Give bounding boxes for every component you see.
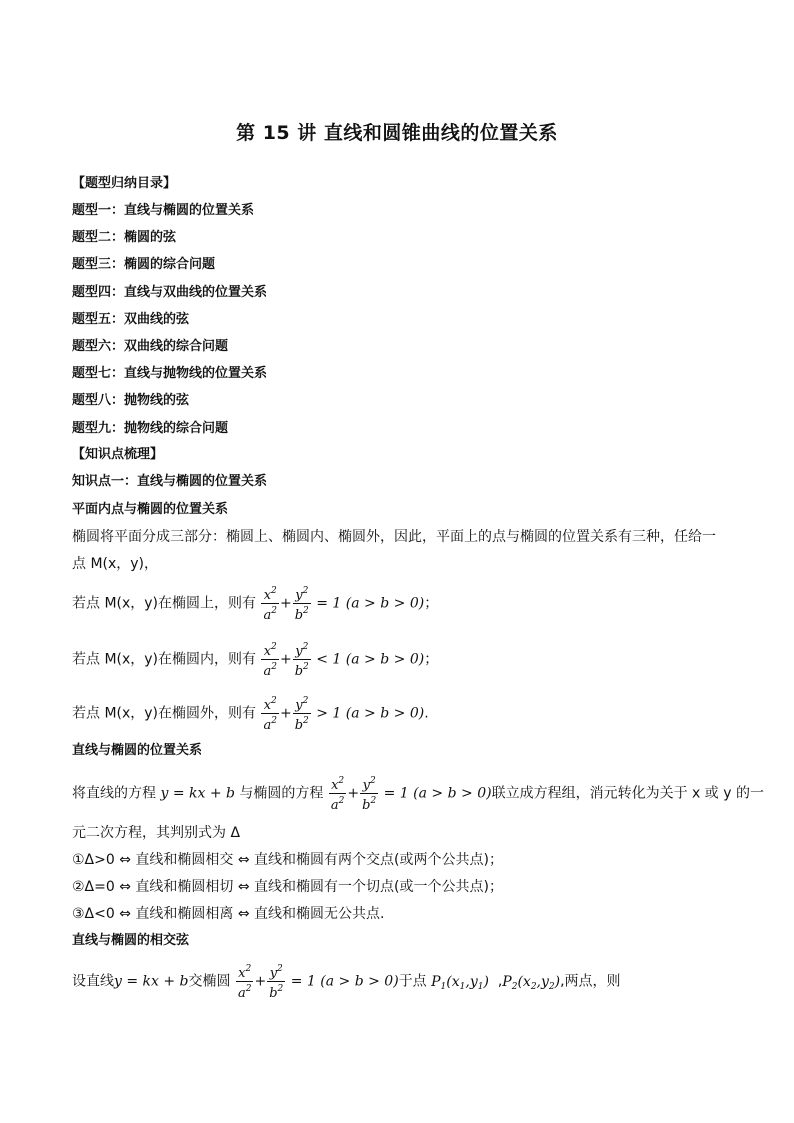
case-intersect: ①Δ>0 ⇔ 直线和椭圆相交 ⇔ 直线和椭圆有两个交点(或两个公共点)； <box>72 852 503 868</box>
condition-out-text: 若点 M(x，y)在椭圆外，则有 <box>72 705 257 722</box>
catalog-item-6: 题型六：双曲线的综合问题 <box>72 339 229 354</box>
catalog-item-3: 题型三：椭圆的综合问题 <box>72 257 216 272</box>
line-ellipse-system: 将直线的方程 y = kx + b 与椭圆的方程 $\frac{x^2}{a^2}$ + $\frac{y^2}{b^2}$ = 1 (a > b > 0)联立成方程组，消元转化为关于 x 或 y 的一 <box>72 776 764 813</box>
condition-out-ellipse: 若点 M(x，y)在椭圆外，则有 $\frac{x^2}{a^2}$ + $\frac{y^2}{b^2}$ > 1 (a > b > 0). <box>72 696 429 733</box>
relation-less: < 1 <box>316 651 342 668</box>
fraction-x2-a2: $\frac{x^2}{a^2}$ <box>330 776 345 813</box>
fraction-x2-a2: $\frac{x^2}{a^2}$ <box>263 586 277 623</box>
condition-in-text: 若点 M(x，y)在椭圆内，则有 <box>72 651 257 668</box>
text: 将直线的方程 <box>72 785 156 802</box>
knowledge-heading: 【知识点梳理】 <box>72 447 164 462</box>
text: 与椭圆的方程 <box>239 785 324 802</box>
fraction-y2-b2: $\frac{y^2}{b^2}$ <box>294 642 309 679</box>
condition-on-ellipse: 若点 M(x，y)在椭圆上，则有 $\frac{x^2}{a^2}$ + $\frac{y^2}{b^2}$ = 1 (a > b > 0)； <box>72 586 439 623</box>
condition-ab: (a > b > 0) <box>345 651 425 668</box>
punct: . <box>424 705 429 722</box>
page-title: 第 15 讲 直线和圆锥曲线的位置关系 <box>236 122 558 144</box>
condition-ab: (a > b > 0) <box>345 705 425 722</box>
text: ,两点，则 <box>560 973 621 990</box>
text: 设直线 <box>72 973 114 990</box>
fraction-y2-b2: $\frac{y^2}{b^2}$ <box>294 696 309 733</box>
intro-line-2: 点 M(x，y)， <box>72 556 159 572</box>
text: 交椭圆 <box>188 973 231 990</box>
fraction-x2-a2: $\frac{x^2}{a^2}$ <box>263 642 277 679</box>
point-p1: $P_1(x_1,y_1)$ <box>431 973 489 992</box>
catalog-item-5: 题型五：双曲线的弦 <box>72 312 190 327</box>
condition-on-text: 若点 M(x，y)在椭圆上，则有 <box>72 595 257 612</box>
punct: ； <box>424 595 439 612</box>
section-heading-chord: 直线与椭圆的相交弦 <box>72 933 190 948</box>
intro-line-1: 椭圆将平面分成三部分：椭圆上、椭圆内、椭圆外，因此，平面上的点与椭圆的位置关系有三种，任给一 <box>72 529 716 545</box>
fraction-y2-b2: $\frac{y^2}{b^2}$ <box>269 964 284 1001</box>
catalog-heading: 【题型归纳目录】 <box>72 176 177 191</box>
fraction-x2-a2: $\frac{x^2}{a^2}$ <box>263 696 277 733</box>
catalog-item-8: 题型八：抛物线的弦 <box>72 393 190 408</box>
fraction-y2-b2: $\frac{y^2}{b^2}$ <box>294 586 309 623</box>
case-tangent: ②Δ=0 ⇔ 直线和椭圆相切 ⇔ 直线和椭圆有一个切点(或一个公共点)； <box>72 879 503 895</box>
condition-ab: (a > b > 0) <box>320 973 399 990</box>
fraction-y2-b2: $\frac{y^2}{b^2}$ <box>362 776 377 813</box>
fraction-x2-a2: $\frac{x^2}{a^2}$ <box>237 964 252 1001</box>
condition-ab: (a > b > 0) <box>345 595 425 612</box>
line-equation: y = kx + b <box>114 973 189 990</box>
discriminant-line: 元二次方程，其判别式为 Δ <box>72 825 241 841</box>
chord-setup: 设直线y = kx + b交椭圆 $\frac{x^2}{a^2}$ + $\frac{y^2}{b^2}$ = 1 (a > b > 0)于点 $P_1(x_1,y_1)$ $,P_2(x_2,y_2)$,两点，则 <box>72 964 621 1001</box>
point-p2: $P_2(x_2,y_2)$ <box>502 973 561 992</box>
condition-in-ellipse: 若点 M(x，y)在椭圆内，则有 $\frac{x^2}{a^2}$ + $\frac{y^2}{b^2}$ < 1 (a > b > 0)； <box>72 642 439 679</box>
section-heading-line-ellipse: 直线与椭圆的位置关系 <box>72 743 203 758</box>
catalog-item-9: 题型九：抛物线的综合问题 <box>72 421 229 436</box>
punct: ； <box>424 651 439 668</box>
knowledge-point-1: 知识点一：直线与椭圆的位置关系 <box>72 474 268 489</box>
text: 于点 <box>398 973 427 990</box>
catalog-item-2: 题型二：椭圆的弦 <box>72 230 177 245</box>
case-separate: ③Δ<0 ⇔ 直线和椭圆相离 ⇔ 直线和椭圆无公共点. <box>72 906 385 922</box>
condition-ab: (a > b > 0) <box>413 785 492 802</box>
relation-greater: > 1 <box>316 705 342 722</box>
catalog-item-7: 题型七：直线与抛物线的位置关系 <box>72 366 268 381</box>
line-equation: y = kx + b <box>160 785 235 802</box>
text: 联立成方程组，消元转化为关于 x 或 y 的一 <box>491 785 764 802</box>
section-heading-point-ellipse: 平面内点与椭圆的位置关系 <box>72 502 229 517</box>
catalog-item-1: 题型一：直线与椭圆的位置关系 <box>72 203 255 218</box>
relation-equal: = 1 <box>316 595 342 612</box>
catalog-item-4: 题型四：直线与双曲线的位置关系 <box>72 285 268 300</box>
